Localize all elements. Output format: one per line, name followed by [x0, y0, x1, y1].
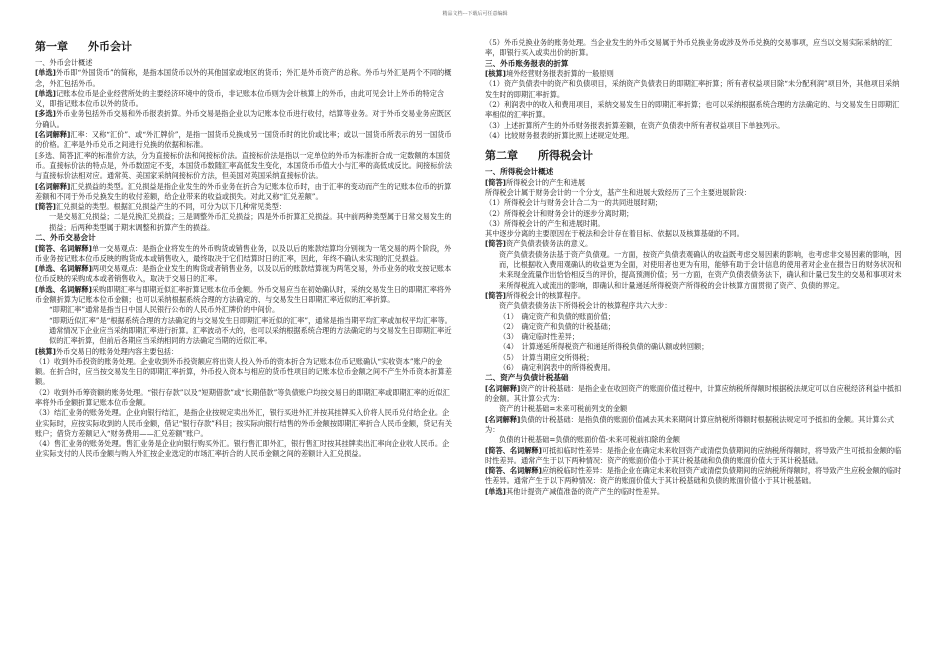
paragraph — [485, 219, 903, 229]
chapter-number: 第一章 — [35, 40, 68, 53]
paragraph — [485, 131, 903, 141]
paragraph-text: 资产负债表债务法下所得税会计的核算程序共六大步： — [499, 301, 672, 311]
paragraph-text: 一是交易汇兑损益；二是兑换汇兑损益；三是调整外币汇兑损益；四是外币折算汇兑损益。其中前两种类型属于日常交易发生的损益；后两种类型属于期末调整和折算产生的损益。 — [49, 212, 452, 232]
right-column — [485, 38, 903, 497]
question-type-tag: [单选] — [35, 88, 56, 98]
paragraph — [35, 347, 453, 357]
paragraph — [485, 291, 903, 301]
paragraph-text: 所得税会计属于财务会计的一个分支，基产生和进展大致经历了三个主要进展阶段： — [485, 187, 751, 197]
paragraph-text: （1）收到外币投资的账务处理。企业收到外币投资额应将出资人投入外币的资本折合为记账本位币记账确认“实收资本”账户的金额。在折合时，应当按交易发生日的即期汇率折算，外币投入资本与相应的货币性项目的记账本位币金额之间不产生外币资本折算差额。 — [35, 356, 452, 387]
paragraph-text: （5） 计算当期应交所得税； — [499, 352, 594, 362]
chapter-name: 所得税会计 — [538, 149, 593, 163]
paragraph — [485, 178, 903, 188]
paragraph — [35, 212, 453, 233]
paragraph — [485, 404, 903, 414]
paragraph — [485, 415, 903, 436]
paragraph — [485, 38, 903, 59]
section-heading: 一、所得税会计概述 — [485, 167, 554, 177]
paragraph — [35, 357, 453, 388]
paragraph-text: [多选、简答]汇率的标准价方法，分为直接标价法和间接标价法。直接标价法是指以一定单位的外币为标准折合成一定数额的本国货币。直接标价法的特点是，外币数固定不变，本国货币数随汇率高低发生变化，本国货币币值大小与汇率的高低成反比。间接标价法与直接标价法相对应。通常英、美国家采纳间接标价方法，但美国对英国采纳直接标价法。 — [35, 150, 452, 181]
paragraph — [35, 202, 453, 212]
paragraph-text: （4） 计算递延所得税资产和递延所得税负债的确认额或转回额； — [499, 342, 709, 352]
paragraph — [485, 239, 903, 249]
paragraph — [485, 100, 903, 121]
spacer — [485, 141, 903, 147]
paragraph — [35, 89, 453, 110]
question-type-tag: [核算] — [485, 69, 506, 79]
paragraph-text: “即期汇率”通常是指当日中国人民银行公布的人民币外汇牌价的中间价。 — [49, 305, 280, 315]
paragraph — [35, 439, 453, 460]
paragraph-text: 外币交易日的账务处理内容主要包括： — [55, 346, 179, 356]
paragraph-text: 汇兑损益的类型。汇兑损益是指企业发生的外币业务在折合为记账本位币时，由于汇率的变动而产生的记账本位币的折算差额和不同于外币兑换发生的收付差额，给企业带来的收益或损失。对此又称“汇兑差额”。 — [35, 181, 452, 201]
paragraph-text: 资产的计税基础：是指企业在收回资产的账面价值过程中，计算应纳税所得额时根据税法规定可以自应税经济利益中抵扣的金额。其计算公式为： — [485, 383, 902, 404]
paragraph-text: （6） 确定利润表中的所得税费用。 — [499, 363, 615, 373]
paragraph — [35, 388, 453, 409]
paragraph — [485, 69, 903, 79]
question-type-tag: [名词解释] — [485, 383, 521, 393]
paragraph-text: （2）利润表中的收入和费用项目，采纳交易发生日的即期汇率折算；也可以采纳根据系统合理的方法确定的、与交易发生日即期汇率相似的汇率折算。 — [485, 99, 900, 120]
paragraph-text: （3）结汇业务的账务处理。企业向银行结汇，是指企业按规定卖出外汇，银行买进外汇并按其挂牌买入价将人民币兑付给企业。企业实际时，应按实际收到的人民币金额，借记“银行存款”科目；按实际向银行结售的外币金额按即期汇率折合人民币金额，贷记有关账户；借贷方差额记入“财务费用——汇兑差额”账户。 — [35, 408, 453, 438]
paragraph — [485, 363, 903, 373]
paragraph — [485, 342, 903, 352]
paragraph — [485, 250, 903, 291]
paragraph-text: 负债的计税基础：是指负债的账面价值减去其未来期间计算应纳税所得额时根据税法规定可予抵扣的金额。其计算公式为： — [485, 414, 895, 434]
paragraph-text: 两项交易观点：是指企业发生的购货或者销售业务，以及以后的账款结算视为两笔交易，外币业务的收支按记账本位币反映的采购成本或者销售收入，取决于交易日的汇率。 — [35, 264, 452, 284]
question-type-tag: [简答、名词解释] — [485, 466, 542, 476]
paragraph-text: （3）上述折算所产生的外币财务报表折算差额，在资产负债表中所有者权益项目下单独列示。 — [485, 120, 785, 130]
question-type-tag: [单选、名词解释] — [35, 284, 92, 294]
paragraph-text: 单一交易观点：是指企业将发生的外币购货或销售业务，以及以后的账款结算均分别视为一笔交易的两个阶段，外币业务按记账本位币反映的购货成本或销售收入，最终取决于它们结算时日的汇率，因此，年终不确认未实现的汇兑损益。 — [35, 243, 452, 263]
paragraph — [35, 130, 453, 151]
question-type-tag: [名词解释] — [35, 181, 71, 191]
paragraph — [35, 182, 453, 203]
paragraph — [485, 332, 903, 342]
paragraph — [35, 305, 453, 315]
paragraph-text: 负债的计税基础=负债的账面价值-未来可税前扣除的金额 — [499, 435, 680, 445]
paragraph-text: （5）外币兑换业务的账务处理。当企业发生的外币交易属于外币兑换业务或涉及外币兑换的交易事项，应当以交易实际采纳的汇率，即银行买入或卖出价的折算。 — [485, 38, 893, 58]
question-type-tag: [名词解释] — [485, 414, 521, 424]
paragraph — [485, 322, 903, 332]
paragraph — [485, 487, 903, 497]
question-type-tag: [简答] — [35, 202, 56, 212]
paragraph — [485, 446, 903, 467]
left-column — [35, 38, 453, 460]
paragraph — [35, 264, 453, 285]
question-type-tag: [简答] — [485, 239, 506, 249]
paragraph — [35, 68, 453, 89]
paragraph-text: （2） 确定资产和负债的计税基础； — [499, 321, 615, 331]
question-type-tag: [核算] — [35, 346, 56, 356]
question-type-tag: [单选] — [35, 68, 56, 78]
section-heading: 三、外币账务报表的折算 — [485, 58, 569, 68]
paragraph-text: 境外经营财务报表折算的一般原则 — [505, 69, 614, 79]
paragraph-text: （3）所得税会计的产生和进展时期。 — [485, 218, 605, 228]
paragraph-text: 汇兑损益的类型。根据汇兑损益产生的不同，可分为以下几种常见类型： — [55, 202, 286, 212]
question-type-tag: [简答、名词解释] — [35, 243, 92, 253]
chapter-title — [485, 149, 903, 163]
paragraph-text: （3） 确定临时性差异； — [499, 332, 580, 342]
paragraph-text: 外币业务包括外币交易和外币报表折算。外币交易是指企业以为记账本位币进行收付，结算等业务。对于外币交易业务应既区分确认。 — [35, 109, 452, 129]
paragraph-text: （2）收到外币筹资额的账务处理。“银行存款”以及“短期借款”或“长期借款”等负债账户均按交易日的即期汇率或即期汇率的近似汇率将外币金额折算记账本位币金额。 — [35, 387, 450, 407]
paragraph-text: 外币即“外国货币”的简称，是指本国货币以外的其他国家或地区的货币；外汇是外币资产的总称。外币与外汇是两个不同的概念，外汇包括外币。 — [35, 68, 452, 88]
paragraph-text: （1） 确定资产和负债的账面价值； — [499, 311, 615, 321]
paragraph — [485, 353, 903, 363]
paragraph-text: 所得税会计的核算程序。 — [505, 290, 586, 300]
paragraph-text: “即期近似汇率”是“根据系统合理的方法确定的与交易发生日即期汇率近似的汇率”，通常是指当期平均汇率或加权平均汇率等。通常情况下企业应当采纳即期汇率进行折算。汇率波动不大的，也可以采纳根据系统合理的方法确定的与交易发生日即期汇率近似的汇率折算，但前后各期应当采纳相同的方法确定当期的近似汇率。 — [49, 315, 452, 346]
chapter-name: 外币会计 — [88, 40, 132, 53]
paragraph-text: 应纳税临时性差异：是指企业在确定未来收回资产或清偿负债期间的应纳税所得额时，将导致产生应税金额的临时性差异。通常产生于以下两种情况：资产的账面价值大于其计税基础和负债的账面价值小于其计税基础。 — [485, 466, 902, 486]
paragraph — [485, 312, 903, 322]
paragraph-text: （4）售汇业务的账务处理。售汇业务是企业向银行购买外汇。银行售汇即外汇，银行售汇时按其挂牌卖出汇率向企业收人民币。企业实际支付的人民币金额与购入外汇按企业选定的市场汇率折合的人民币金额之间的差额计入汇兑损益。 — [35, 439, 450, 459]
paragraph-text: 汇率：又称“汇价”、或“外汇牌价”，是指一国货币兑换成另一国货币时的比价或比率；或以一国货币所表示的另一国货币的价格。汇率是外币兑币之间进行兑换的依据和标准。 — [35, 130, 452, 150]
paragraph — [35, 244, 453, 265]
paragraph-text: （2）所得税会计和财务会计的逐步分离时期； — [485, 208, 634, 218]
paragraph — [485, 301, 903, 311]
paragraph — [485, 121, 903, 131]
paragraph — [485, 229, 903, 239]
question-type-tag: [简答] — [485, 177, 506, 187]
question-type-tag: [简答] — [485, 290, 506, 300]
paragraph — [485, 209, 903, 219]
paragraph — [35, 151, 453, 182]
paragraph — [35, 316, 453, 347]
paragraph-text: 采购即期汇率与即期近似汇率折算记账本位币金额。外币交易应当在初始确认时，采纳交易发生日的即期汇率将外币金额折算为记账本位币金额；也可以采纳根据系统合理的方法确定的、与交易发生日即期汇率近似的汇率折算。 — [35, 284, 452, 305]
section-heading: 二、外币交易会计 — [35, 233, 96, 243]
question-type-tag: [单选、名词解释] — [35, 264, 92, 274]
chapter-number: 第二章 — [485, 149, 518, 163]
paragraph-text: 所得税会计的产生和进展 — [505, 177, 586, 187]
question-type-tag: [多选] — [35, 109, 56, 119]
chapter-title — [35, 40, 453, 54]
paragraph — [35, 109, 453, 130]
paragraph-text: 记账本位币是企业经营所处的主要经济环境中的货币，非记账本位币则为会计核算上的外币，由此可见会计上外币的特定含义，即指记账本位币以外的货币。 — [35, 88, 445, 109]
paragraph-text: 资产负债表债务法基于资产负债观。一方面，按资产负债表观确认的收益既考虑交易因素的影响，也考虑非交易因素的影响，因而，比根据收入费用观确认的收益更为全面，对使用者也更为有用，能够有助于会计信息的使用者对企业在报告日的财务状况和未来现金流量作出恰恰相反当的评价，提高预测价值；另一方面，在资产负债表债务法下，确认和计量已发生的交易和事项对未来所得税流入或流出的影响，即确认和计量递延所得税资产所得税的会计核算方面贯彻了资产、负债的界定。 — [499, 249, 902, 290]
paragraph-text: 资产负债表债务法的意义。 — [505, 239, 593, 249]
paragraph-text: 可抵扣临时性差异：是指企业在确定未来收回资产或清偿负债期间的应纳税所得额时，将导致产生可抵扣金额的临时性差异。通常产生于以下两种情况：资产的账面价值小于其计税基础和负债的账面价值大于其计税基础。 — [485, 445, 902, 465]
paragraph — [35, 285, 453, 306]
paragraph — [485, 384, 903, 405]
question-type-tag: [单选] — [485, 486, 506, 496]
section-heading: 二、资产与负债计税基础 — [485, 373, 569, 383]
paragraph-text: 资产的计税基础=未来可税前列支的金额 — [499, 404, 628, 414]
paragraph-text: 其中逐步分离的主要原因在于税法和会计存在着目标、依据以及核算基础的不同。 — [485, 229, 744, 239]
page-header: 精品文档---下载后可任意编辑 — [442, 11, 508, 17]
paragraph-text: （4）比较财务报表的折算比照上述规定处理。 — [485, 130, 634, 140]
question-type-tag: [简答、名词解释] — [485, 445, 542, 455]
paragraph — [35, 408, 453, 439]
paragraph — [485, 435, 903, 445]
question-type-tag: [名词解释] — [35, 130, 71, 140]
section-heading: 一、外币会计概述 — [35, 58, 93, 67]
paragraph — [485, 198, 903, 208]
paragraph — [485, 466, 903, 487]
paragraph-text: （1）资产负债表中的资产和负债项目，采纳资产负债表日的即期汇率折算；所有者权益项目除“未分配利润”项目外，其他项目采纳发生时的即期汇率折算。 — [485, 79, 900, 99]
paragraph — [485, 188, 903, 198]
paragraph-text: （1）所得税会计与财务会计合二为一的共同进展时期； — [485, 198, 663, 208]
paragraph — [485, 79, 903, 100]
paragraph-text: 其他计提资产减值准备的资产产生的临时性差异。 — [505, 486, 665, 496]
